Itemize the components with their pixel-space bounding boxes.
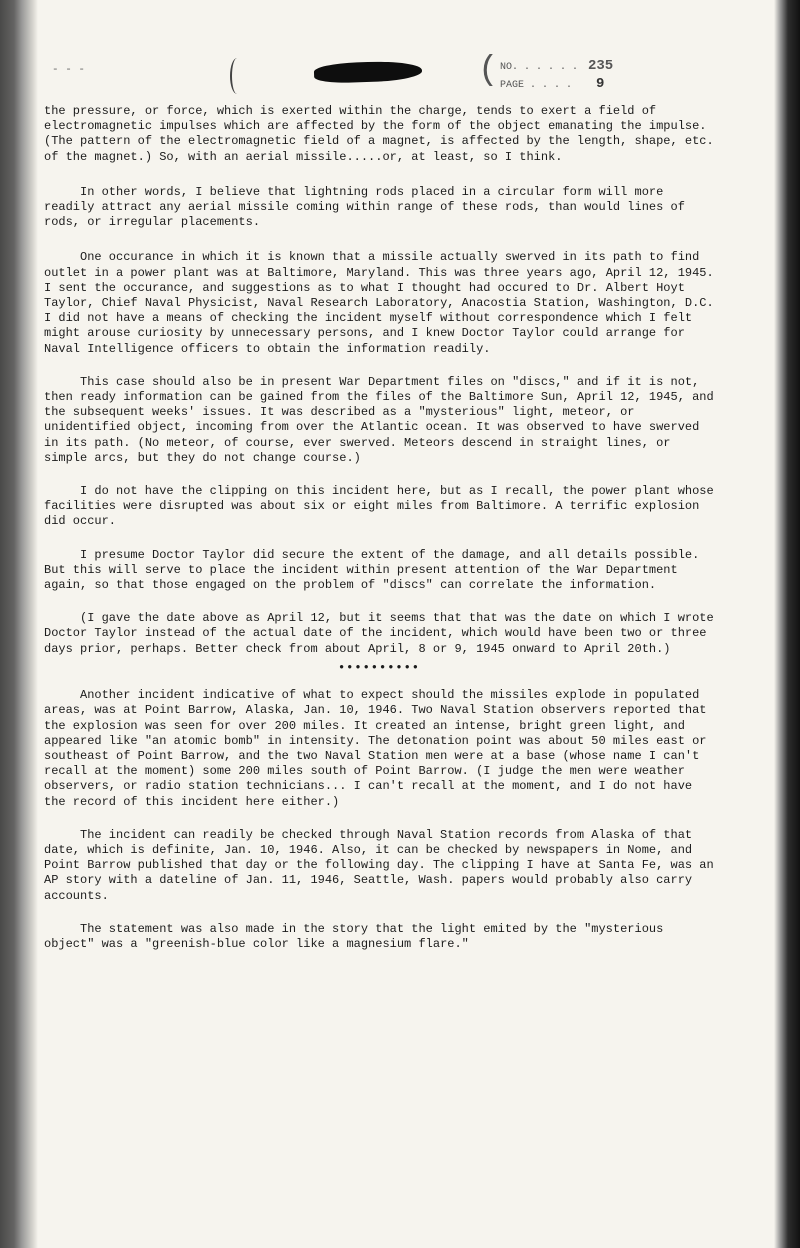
paragraph-8: Another incident indicative of what to expect should the missiles explode in populated areas, was at Point Barrow, Alaska, Jan. 10, 1946. Two Naval Station observers reported that the explosion was seen for over 200 miles. It created an intense, bright green light, and appeared like "an atomic bomb" in intensity. The detonation point was about 50 miles east or southeast of Point Barrow, and the two Naval Station men were at a base (whose name I can't recall at the moment) some 200 miles south of Point Barrow. (I judge the men were weather observers, or radio station technicians... I can't recall at the moment, and I do not have the record of this incident here either.) — [44, 688, 707, 809]
redaction-block — [314, 60, 423, 84]
stamp-number: 235 — [588, 58, 614, 74]
page-number: 9 — [596, 76, 605, 92]
paragraph-2: In other words, I believe that lightning rods placed in a circular form will more readily attract any aerial missile coming within range of these rods, than would lines of rods, or irregular placements. — [44, 184, 685, 230]
paragraph-6: I presume Doctor Taylor did secure the extent of the damage, and all details possible. But this will serve to place the incident within present attention of the War Department again, so that those engaged on the problem of "discs" can correlate the information. — [44, 547, 700, 593]
scan-edge-right — [774, 0, 800, 1248]
paragraph-7: (I gave the date above as April 12, but it seems that that was the date on which I wrote Doctor Taylor instead of the actual date of the incident, which would have been two or three days prior, perhaps. Better check from about April, 8 or 9, 1945 onward to April 20th.) — [44, 611, 714, 656]
header-left-mark: - - - — [52, 64, 86, 76]
stamp-bracket: ( — [478, 52, 499, 90]
paragraph-10: The statement was also made in the story that the light emited by the "mysterious object" was a "greenish-blue color like a magnesium flare." — [44, 921, 664, 951]
stamp-line-2: PAGE . . . . — [500, 80, 573, 91]
paragraph-5: I do not have the clipping on this incident here, but as I recall, the power plant whose facilities were disrupted was about six or eight miles from Baltimore. A terrific explosion did occur. — [44, 484, 714, 529]
scan-edge-left — [0, 0, 38, 1248]
section-separator: •••••••••• — [337, 660, 420, 675]
paragraph-9: The incident can readily be checked through Naval Station records from Alaska of that date, which is definite, Jan. 10, 1946. Also, it can be checked by newspapers in Nome, and Point Barrow published that day or the following day. The clipping I have at Santa Fe, was an AP story with a dateline of Jan. 11, 1946, Seattle, Wash. papers would probably also carry accounts. — [44, 827, 714, 903]
file-stamp — [478, 52, 688, 96]
paragraph-3: One occurance in which it is known that a missile actually swerved in its path to find outlet in a power plant was at Baltimore, Maryland. This was three years ago, April 12, 1945. I sent the occurance, and suggestions as to what I thought had occured to Dr. Albert Hoyt Taylor, Chief Naval Physicist, Naval Research Laboratory, Anacostia Station, Washington, D.C. I did not have a means of checking the incident myself without correspondence which I felt might arouse curiosity by unnecessary persons, and I knew Doctor Taylor could arrange for Naval Intelligence officers to obtain the information readily. — [44, 250, 714, 356]
paragraph-4: This case should also be in present War Department files on "discs," and if it is not, then ready information can be gained from the files of the Baltimore Sun, April 12, 1945, and the subsequent weeks' issues. It was described as a "mysterious" light, meteor, or unidentified object, incoming from over the Atlantic ocean. It was observed to have swerved in its path. (No meteor, of course, ever swerved. Meteors descend in straight lines, or simple arcs, but they do not change course.) — [44, 374, 714, 465]
stamp-line-1: NO. . . . . . — [500, 62, 579, 73]
paragraph-1: the pressure, or force, which is exerted within the charge, tends to exert a field of electromagnetic impulses which are affected by the form of the object emanating the impulse. (The pattern of the electromagnetic field of a magnet, is affected by the length, shape, etc. of the magnet.) So, with an aerial missile.....or, at least, so I think. — [44, 104, 714, 164]
header-bracket-mark — [230, 58, 244, 94]
letter-body — [44, 104, 714, 952]
